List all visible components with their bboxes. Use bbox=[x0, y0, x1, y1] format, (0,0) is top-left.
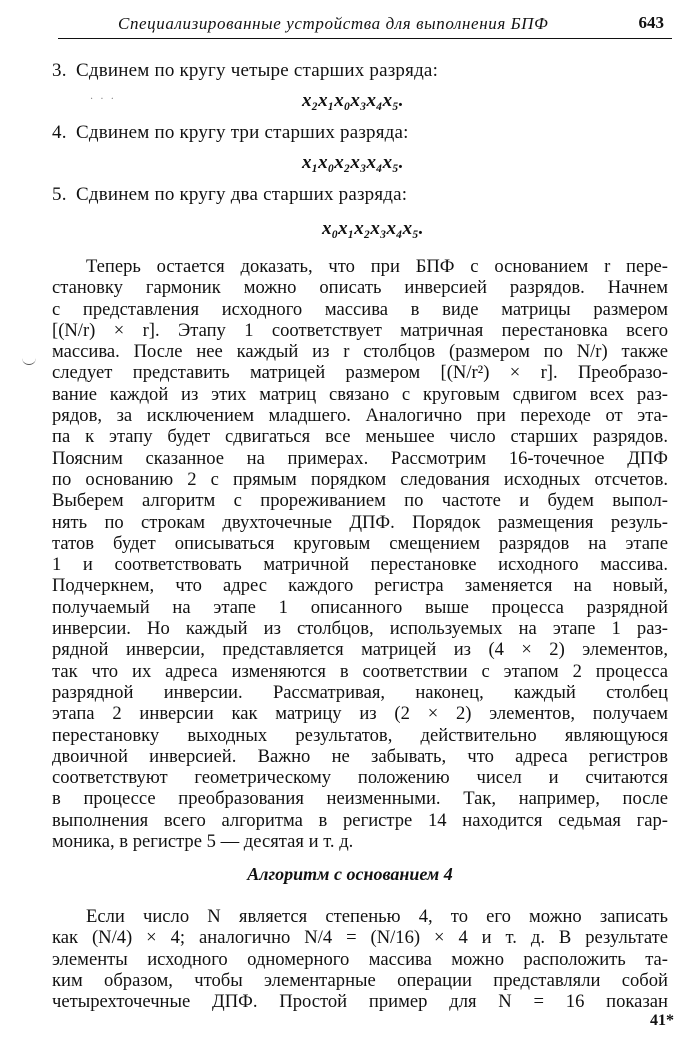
step-number: 4. bbox=[52, 122, 67, 143]
paragraph-2 bbox=[52, 906, 668, 1012]
text-line: рядной инверсии, представляется матрицей из (4 × 2) элементов, bbox=[52, 639, 668, 661]
text-line: выполнения всего алгоритма в регистре 14 находится седьмая гар- bbox=[52, 809, 668, 831]
step-5 bbox=[52, 184, 407, 206]
text-line: Если число N является степенью 4, то его можно записать bbox=[86, 906, 668, 927]
step-5-formula: x₀x₁x₂x₃x₄x₅. bbox=[322, 218, 424, 239]
section-title: Алгоритм с основанием 4 bbox=[247, 864, 453, 884]
text-line: четырехточечные ДПФ. Простой пример для N = 16 показан bbox=[52, 991, 668, 1013]
text-line: инверсии. Но каждый из столбцов, используемых на этапе 1 раз- bbox=[52, 618, 668, 640]
signature-mark: 41* bbox=[650, 1012, 674, 1029]
step-text: Сдвинем по кругу два старших разряда: bbox=[76, 184, 408, 205]
text-line: па к этапу будет сдвигаться все меньшее число старших разрядов. bbox=[52, 426, 668, 448]
paragraph-1 bbox=[52, 256, 668, 852]
step-number: 5. bbox=[52, 184, 67, 205]
text-line: моника, в регистре 5 — десятая и т. д. bbox=[52, 831, 354, 853]
text-line: нять по строкам двухточечные ДПФ. Порядок размещения резуль- bbox=[52, 511, 668, 533]
running-header bbox=[58, 10, 672, 39]
text-line: получаемый на этапе 1 описанного выше процесса разрядной bbox=[52, 596, 668, 618]
text-line: [(N/r) × r]. Этапу 1 соответствует матричная перестановка всего bbox=[52, 319, 668, 341]
text-line: 1 и соответствовать матричной перестановке исходного массива. bbox=[52, 554, 668, 576]
text-line: с представления исходного массива в виде матрицы размером bbox=[52, 298, 668, 320]
text-line: элементы исходного одномерного массива можно расположить та- bbox=[52, 948, 668, 970]
text-line: этапа 2 инверсии как матрицу из (2 × 2) элементов, получаем bbox=[52, 703, 668, 725]
text-line: соответствуют геометрическому положению чисел и считаются bbox=[52, 767, 668, 789]
step-text: Сдвинем по кругу три старших разряда: bbox=[76, 122, 409, 143]
text-line: Выберем алгоритм с прореживанием по частоте и будем выпол- bbox=[52, 490, 668, 512]
text-line: Теперь остается доказать, что при БПФ с основанием r пере- bbox=[86, 256, 668, 277]
margin-mark bbox=[22, 356, 36, 365]
step-3-formula: x₂x₁x₀x₃x₄x₅. bbox=[302, 90, 404, 111]
text-line: ким образом, чтобы элементарные операции представляли собой bbox=[52, 969, 668, 991]
text-line: Поясним сказанное на примерах. Рассмотрим 16-точечное ДПФ bbox=[52, 447, 668, 469]
step-number: 3. bbox=[52, 60, 67, 81]
text-line: становку гармоник можно описать инверсией разрядов. Начнем bbox=[52, 277, 668, 299]
text-line: так что их адреса изменяются в соответствии с этапом 2 процесса bbox=[52, 660, 668, 682]
step-3 bbox=[52, 60, 438, 82]
step-text: Сдвинем по кругу четыре старших разряда: bbox=[76, 60, 439, 81]
text-line: по основанию 2 с прямым порядком следования исходных отсчетов. bbox=[52, 468, 668, 490]
step-4-formula: x₁x₀x₂x₃x₄x₅. bbox=[302, 152, 404, 173]
text-line: как (N/4) × 4; аналогично N/4 = (N/16) × 4 и т. д. В результате bbox=[52, 927, 668, 949]
text-line: Подчеркнем, что адрес каждого регистра заменяется на новый, bbox=[52, 575, 668, 597]
text-line: в процессе преобразования неизменными. Так, например, после bbox=[52, 788, 668, 810]
running-title: Специализированные устройства для выполнения БПФ bbox=[118, 14, 549, 33]
text-line: рядов, за исключением младшего. Аналогично при переходе от эта- bbox=[52, 405, 668, 427]
text-line: татов будет описываться круговым смещением разрядов на этапе bbox=[52, 532, 668, 554]
text-line: двоичной инверсией. Важно не забывать, что адреса регистров bbox=[52, 745, 668, 767]
text-line: следует представить матрицей размером [(N/r²) × r]. Преобразо- bbox=[52, 362, 668, 384]
text-line: массива. После нее каждый из r столбцов (размером по N/r) также bbox=[52, 341, 668, 363]
text-line: вание каждой из этих матриц связано с круговым сдвигом всех раз- bbox=[52, 383, 668, 405]
text-line: разрядной инверсии. Рассматривая, наконец, каждый столбец bbox=[52, 681, 668, 703]
margin-dots: · · · bbox=[90, 94, 116, 105]
text-line: перестановку выходных результатов, действительно являющуюся bbox=[52, 724, 668, 746]
page-number: 643 bbox=[638, 13, 664, 32]
step-4 bbox=[52, 122, 409, 144]
